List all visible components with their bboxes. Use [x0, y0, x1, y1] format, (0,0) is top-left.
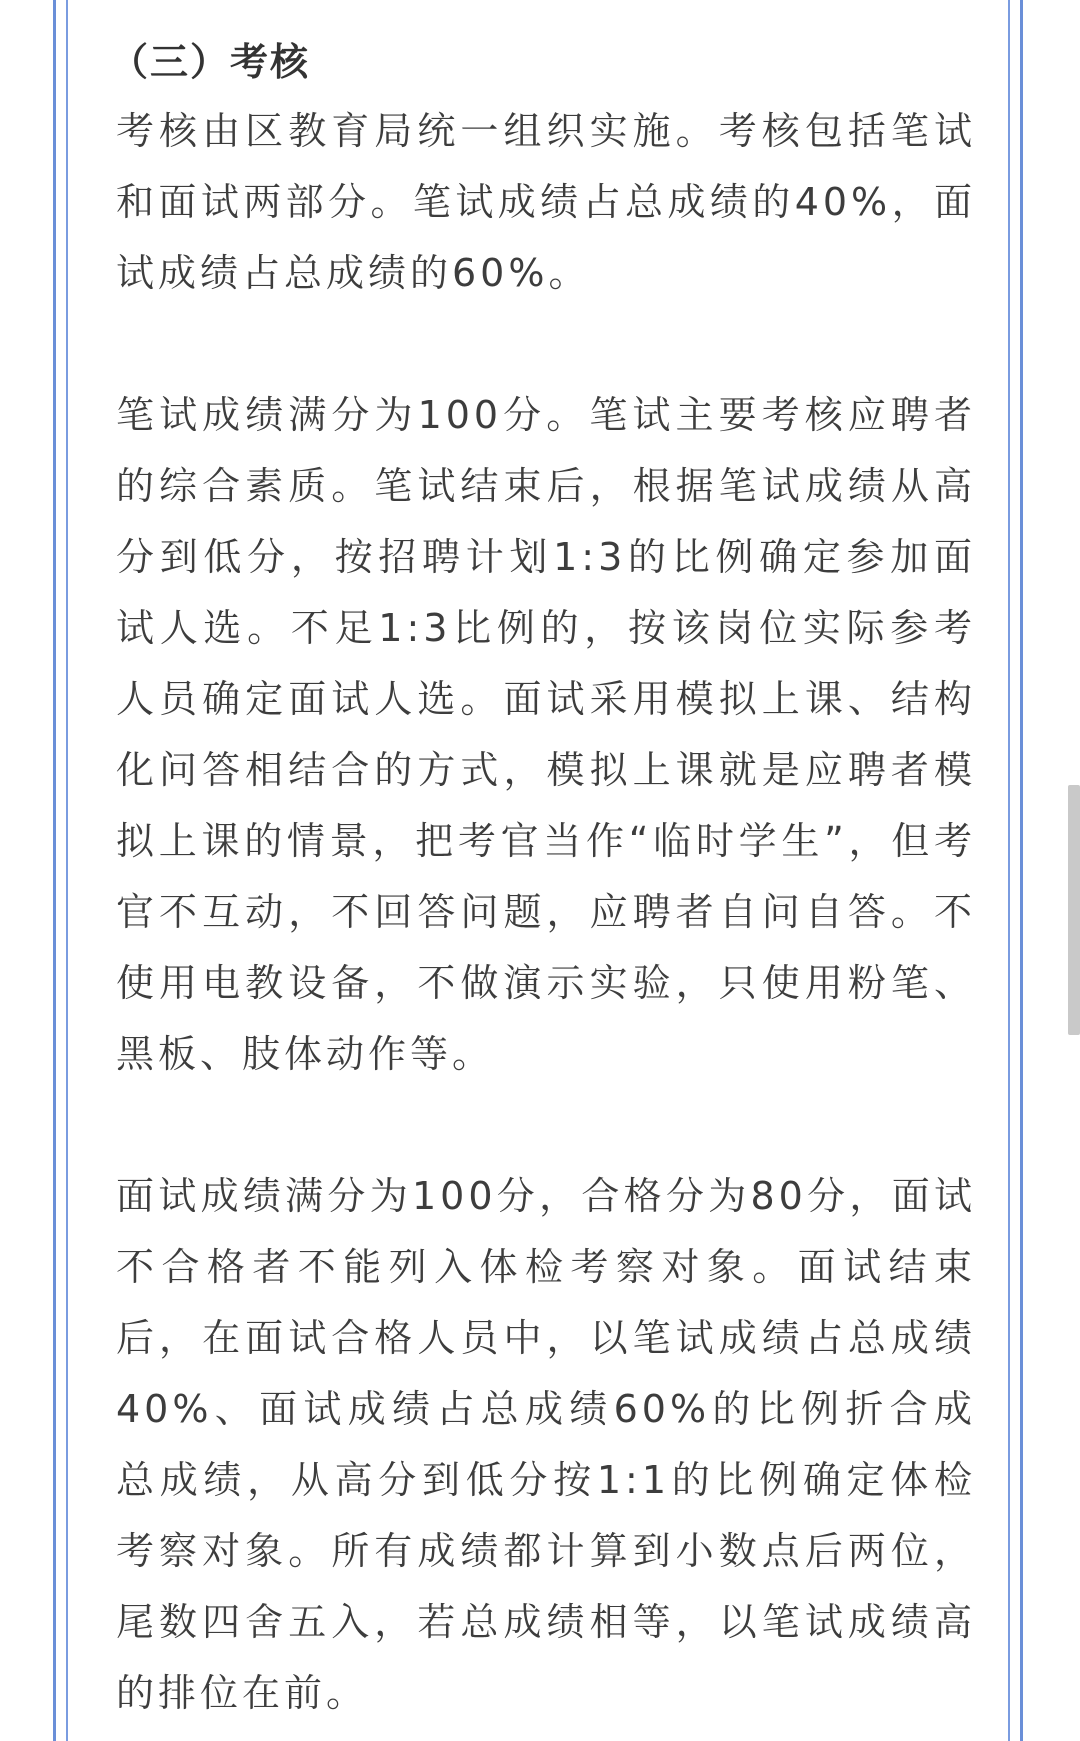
paragraph-spacer: [116, 1090, 976, 1161]
article-content: [110, 28, 976, 1729]
section-heading: （三）考核: [110, 40, 311, 84]
paragraph-interview: 面试成绩满分为100分，合格分为80分，面试不合格者不能列入体检考察对象。面试结束后，在面试合格人员中，以笔试成绩占总成绩40%、面试成绩占总成绩60%的比例折合成总成绩，从高分到低分按1:1的比例确定体检考察对象。所有成绩都计算到小数点后两位，尾数四舍五入，若总成绩相等，以笔试成绩高的排位在前。: [116, 1174, 976, 1715]
paragraph-assessment-overview: 考核由区教育局统一组织实施。考核包括笔试和面试两部分。笔试成绩占总成绩的40%，面试成绩占总成绩的60%。: [116, 109, 976, 295]
paragraph-written-test: 笔试成绩满分为100分。笔试主要考核应聘者的综合素质。笔试结束后，根据笔试成绩从高分到低分，按招聘计划1:3的比例确定参加面试人选。不足1:3比例的，按该岗位实际参考人员确定面试人选。面试采用模拟上课、结构化问答相结合的方式，模拟上课就是应聘者模拟上课的情景，把考官当作“临时学生”，但考官不互动，不回答问题，应聘者自问自答。不使用电教设备，不做演示实验，只使用粉笔、黑板、肢体动作等。: [116, 393, 976, 1076]
left-border-outer: [53, 0, 56, 1741]
paragraph-spacer: [116, 309, 976, 380]
right-border-outer: [1020, 0, 1023, 1741]
left-border-inner: [66, 0, 68, 1741]
scrollbar-thumb[interactable]: [1068, 785, 1080, 1035]
right-border-inner: [1008, 0, 1010, 1741]
